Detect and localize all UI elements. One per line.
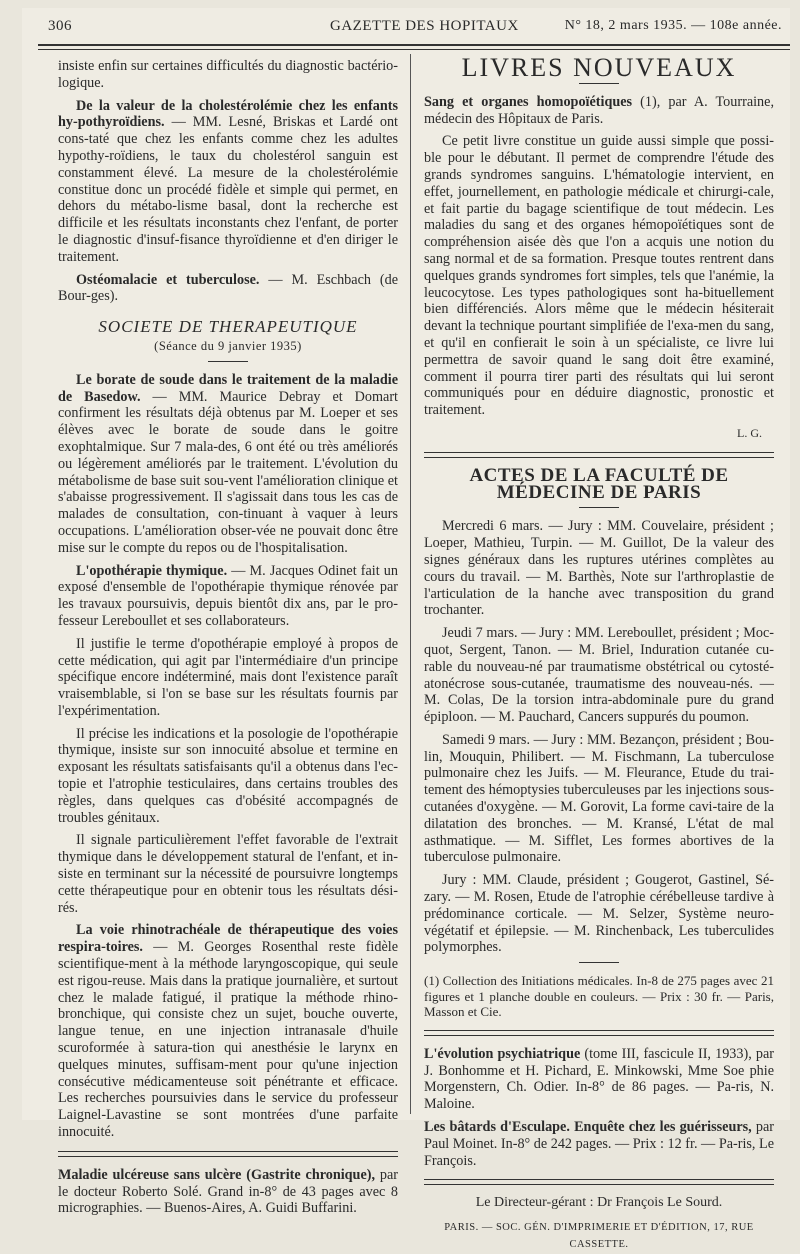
article-rhinotracheale bbox=[58, 922, 398, 1140]
book-sang bbox=[424, 94, 774, 128]
double-rule bbox=[424, 1179, 774, 1185]
book-batards bbox=[424, 1119, 774, 1169]
left-column bbox=[58, 58, 398, 1223]
actes-entry: Jeudi 7 mars. — Jury : MM. Lereboullet, président ; Moc-quot, Sergent, Tanon. — M. Briel, Induration cutanée cu-rable du nouveau-né par traumatisme obstétrical ou cytosté-atonécrose sous-cutanée, traumatisme des nouveau-nés. — M. Colas, De la torsion intra-abdominale pure du grand épiploon. — M. Pauchard, Cancers suppurés du poumon. bbox=[424, 625, 774, 726]
right-column bbox=[424, 53, 774, 1254]
article-title: La voie rhinotrachéale de thérapeutique des voies respira-toires. bbox=[58, 922, 398, 956]
book-title: Les bâtards d'Esculape. Enquête chez les guérisseurs, bbox=[424, 1118, 752, 1135]
review-text: Ce petit livre constitue un guide aussi simple que possi-ble pour le débutant. Il permet de comprendre l'étude des grands syndromes sanguins. L'hématologie intervient, en effet, journellement, en pathologie médicale et chirurgi-cale, et fait partie du bagage scientifique de tout médecin. Les maladies du sang et des organes hémopoïétiques sont de compréhension aisée dès que l'on a acquis une notion du sang normal et de sa formation. Presque toutes rentrent dans quelques grands syndromes fort simples, tels que l'anémie, la leucocytose. Les types pathologiques sont ha-bituellement bien différenciés. Alors même que le médecin hésiterait devant la technique pourtant simplifiée de l'exa-men du sang, et qu'il en confierait le soin à un spécialiste, ce livre lui permettra de savoir quand le sang doit être examiné, comment il pourra tirer parti des résultats qui lui seront communiqués pour en déduire diagnostic, pronostic et traitement. bbox=[424, 133, 774, 419]
review-signature: L. G. bbox=[737, 425, 762, 440]
paragraph: Il précise les indications et la posologie de l'opothérapie thymique, insiste sur son innocuité absolue et termine en exposant les résultats satisfaisants qu'il a obtenus dans l'ec-topie et l'atrophie testiculaires, dans certains troubles des règles, dans quelques cas d'obésité accompagnés de troubles génitaux. bbox=[58, 725, 398, 826]
book-maladie-ulcereuse bbox=[58, 1167, 398, 1217]
article-opotherapie bbox=[58, 563, 398, 630]
paragraph: insiste enfin sur certaines difficultés du diagnostic bactério-logique. bbox=[58, 58, 398, 91]
article-title: L'opothérapie thymique. bbox=[76, 562, 228, 579]
header-rule bbox=[38, 44, 790, 46]
article-text: — M. Jacques Odinet fait un exposé d'ensemble de l'opothérapie thymique rénovée par les travaux poursuivis, depuis bientôt dix ans, par le pro-fesseur Lereboullet et ses collaborateurs. bbox=[58, 562, 398, 629]
seance-date: (Séance du 9 janvier 1935) bbox=[154, 338, 302, 353]
article-title: Ostéomalacie et tuberculose. bbox=[76, 271, 260, 288]
article-cholesterolemie bbox=[58, 98, 398, 266]
short-rule bbox=[579, 507, 619, 508]
short-rule bbox=[208, 361, 248, 362]
article-title: Le borate de soude dans le traitement de la maladie de Basedow. bbox=[58, 371, 398, 405]
actes-entry: Mercredi 6 mars. — Jury : MM. Couvelaire, président ; Loeper, Mathieu, Turpin. — M. Guillot, De la valeur des signes généraux dans les ruptures utérines complètes au cours du travail. — M. Barthès, Note sur l'arthroplastie de l'articulation de la hanche avec transposition du grand trochanter. bbox=[424, 518, 774, 619]
book-text: (1), par A. Tourraine, médecin des Hôpitaux de Paris. bbox=[424, 93, 774, 127]
imprimerie-line: PARIS. — SOC. GÉN. D'IMPRIMERIE ET D'ÉDITION, 17, RUE CASSETTE. bbox=[444, 1222, 754, 1250]
actes-entry: Jury : MM. Claude, président ; Gougerot, Gastinel, Sé-zary. — M. Rosen, Etude de l'atrophie cérébelleuse tardive à prédominance corticale. — M. Selzer, Système neuro-végétatif et épilepsie. — M. Rinchenback, Les tuberculides polymorphes. bbox=[424, 872, 774, 956]
book-title: L'évolution psychiatrique bbox=[424, 1045, 581, 1062]
paragraph: Il signale particulièrement l'effet favorable de l'extrait thymique dans le développement statural de l'enfant, et in-siste en terminant sur la nécessité de poursuivre longtemps cette thérapeutique pour en obtenir tous les résultats dési-rés. bbox=[58, 832, 398, 916]
book-title: Maladie ulcéreuse sans ulcère (Gastrite chronique), bbox=[58, 1166, 376, 1183]
section-title-livres: LIVRES NOUVEAUX bbox=[461, 53, 737, 82]
article-osteomalacie bbox=[58, 272, 398, 306]
article-text: — MM. Maurice Debray et Domart confirment les résultats déjà obtenus par M. Loeper et ses élèves avec le borate de soude dans le goitre exophtalmique. Sur 7 mala-des, 6 ont été ou très améliorés ou légèrement améliorés par le traitement. L'évolution du métabolisme de base suit sou-vent l'amélioration clinique et s'abaisse progressivement. Il s'agissait dans tous les cas de malades de consultation, con-tinuant à vaquer à leurs occupations. L'amélioration obser-vée ne pouvait donc être mise sur le compte du repos ou de l'hospitalisation. bbox=[58, 388, 398, 556]
short-rule bbox=[579, 83, 619, 84]
running-header bbox=[30, 18, 790, 42]
page-number: 306 bbox=[48, 18, 72, 34]
book-text: par Paul Moinet. In-8° de 242 pages. — Prix : 12 fr. — Pa-ris, Le François. bbox=[424, 1118, 774, 1169]
journal-title: GAZETTE DES HOPITAUX bbox=[330, 18, 519, 34]
double-rule bbox=[424, 1030, 774, 1036]
gerant-line: Le Directeur-gérant : Dr François Le Sourd. bbox=[475, 1195, 723, 1211]
issue-info: N° 18, 2 mars 1935. — 108e année. bbox=[564, 18, 782, 33]
book-evolution bbox=[424, 1046, 774, 1113]
article-text: — M. Georges Rosenthal reste fidèle scientifique-ment à la méthode laryngoscopique, qui seule est rigou-reuse. Mais dans la pratique journalière, et surtout chez le malade fatigué, il pratique la méthode rhino-bronchique, qui consiste chez un sujet, bouche ouverte, langue tenue, en une injection intranasale d'huile scuroformée à satura-tion qui anesthésie le larynx en quelques minutes, suffisam-ment pour qu'une injection consécutive médicamenteuse soit pénétrante et efficace. Les recherches poursuivies dans le service du professeur Laignel-Lavastine se sont montrées d'une parfaite innocuité. bbox=[58, 939, 398, 1141]
book-text: (tome III, fascicule II, 1933), par J. Bonhomme et H. Pichard, E. Minkowski, Mme Soe phie Morgenstern, Ch. Odier. In-8° de 86 pages. — Pa-ris, N. Maloine. bbox=[424, 1045, 774, 1113]
section-title-actes: ACTES DE LA FACULTÉ DE MÉDECINE DE PARIS bbox=[469, 464, 729, 503]
header-rule-thin bbox=[38, 49, 790, 50]
short-rule bbox=[579, 962, 619, 963]
actes-entry: Samedi 9 mars. — Jury : MM. Bezançon, président ; Bou-lin, Mouquin, Philibert. — M. Fischmann, La tuberculose pulmonaire chez les Juifs. — M. Fleurance, Etude du trai-tement des hémoptysies tuberculeuses par les injections sous-cutanées d'oxygène. — M. Gorovit, La forme cavi-taire de la dilatation des bronches. — M. Kransé, L'état de mal asthmatique. — M. Sifflet, Les formes abortives de la tuberculose pulmonaire. bbox=[424, 731, 774, 866]
double-rule bbox=[424, 452, 774, 458]
book-text: par le docteur Roberto Solé. Grand in-8° de 43 pages avec 8 micrographies. — Buenos-Aires, A. Guidi Buffarini. bbox=[58, 1166, 398, 1217]
article-text: — M. Eschbach (de Bour-ges). bbox=[58, 271, 399, 305]
column-divider bbox=[410, 54, 411, 1114]
society-title: SOCIETE DE THERAPEUTIQUE bbox=[98, 317, 358, 337]
article-text: — MM. Lesné, Briskas et Lardé ont cons-taté que chez les enfants comme chez les adultes hypothy-roïdiens, le taux du cholestérol sanguin est constamment élevé. La mesure de la cholestérolémie constitue donc un procédé fidèle et simple qui permet, en dehors du métabo-lisme basal, dont la recherche est difficile et les résultats inconstants chez l'enfant, de porter le diagnostic d'insuf-fisance thyroïdienne et d'en diriger le traitement. bbox=[58, 114, 398, 265]
article-title: De la valeur de la cholestérolémie chez les enfants hy-pothyroïdiens. bbox=[58, 97, 398, 131]
book-title: Sang et organes homopoïétiques bbox=[424, 93, 633, 110]
double-rule bbox=[58, 1151, 398, 1157]
paragraph: Il justifie le terme d'opothérapie employé à propos de cette médication, qui agit par l'intermédiaire d'un principe spécifique encore indéterminé, mais dont l'existence paraît vraisemblable, si l'on se base sur les résultats fournis par l'expérimentation. bbox=[58, 635, 398, 719]
footnote: (1) Collection des Initiations médicales. In-8 de 275 pages avec 21 figures et 1 planche double en couleurs. — Prix : 30 fr. — Paris, Masson et Cie. bbox=[424, 973, 774, 1020]
article-borate bbox=[58, 372, 398, 557]
